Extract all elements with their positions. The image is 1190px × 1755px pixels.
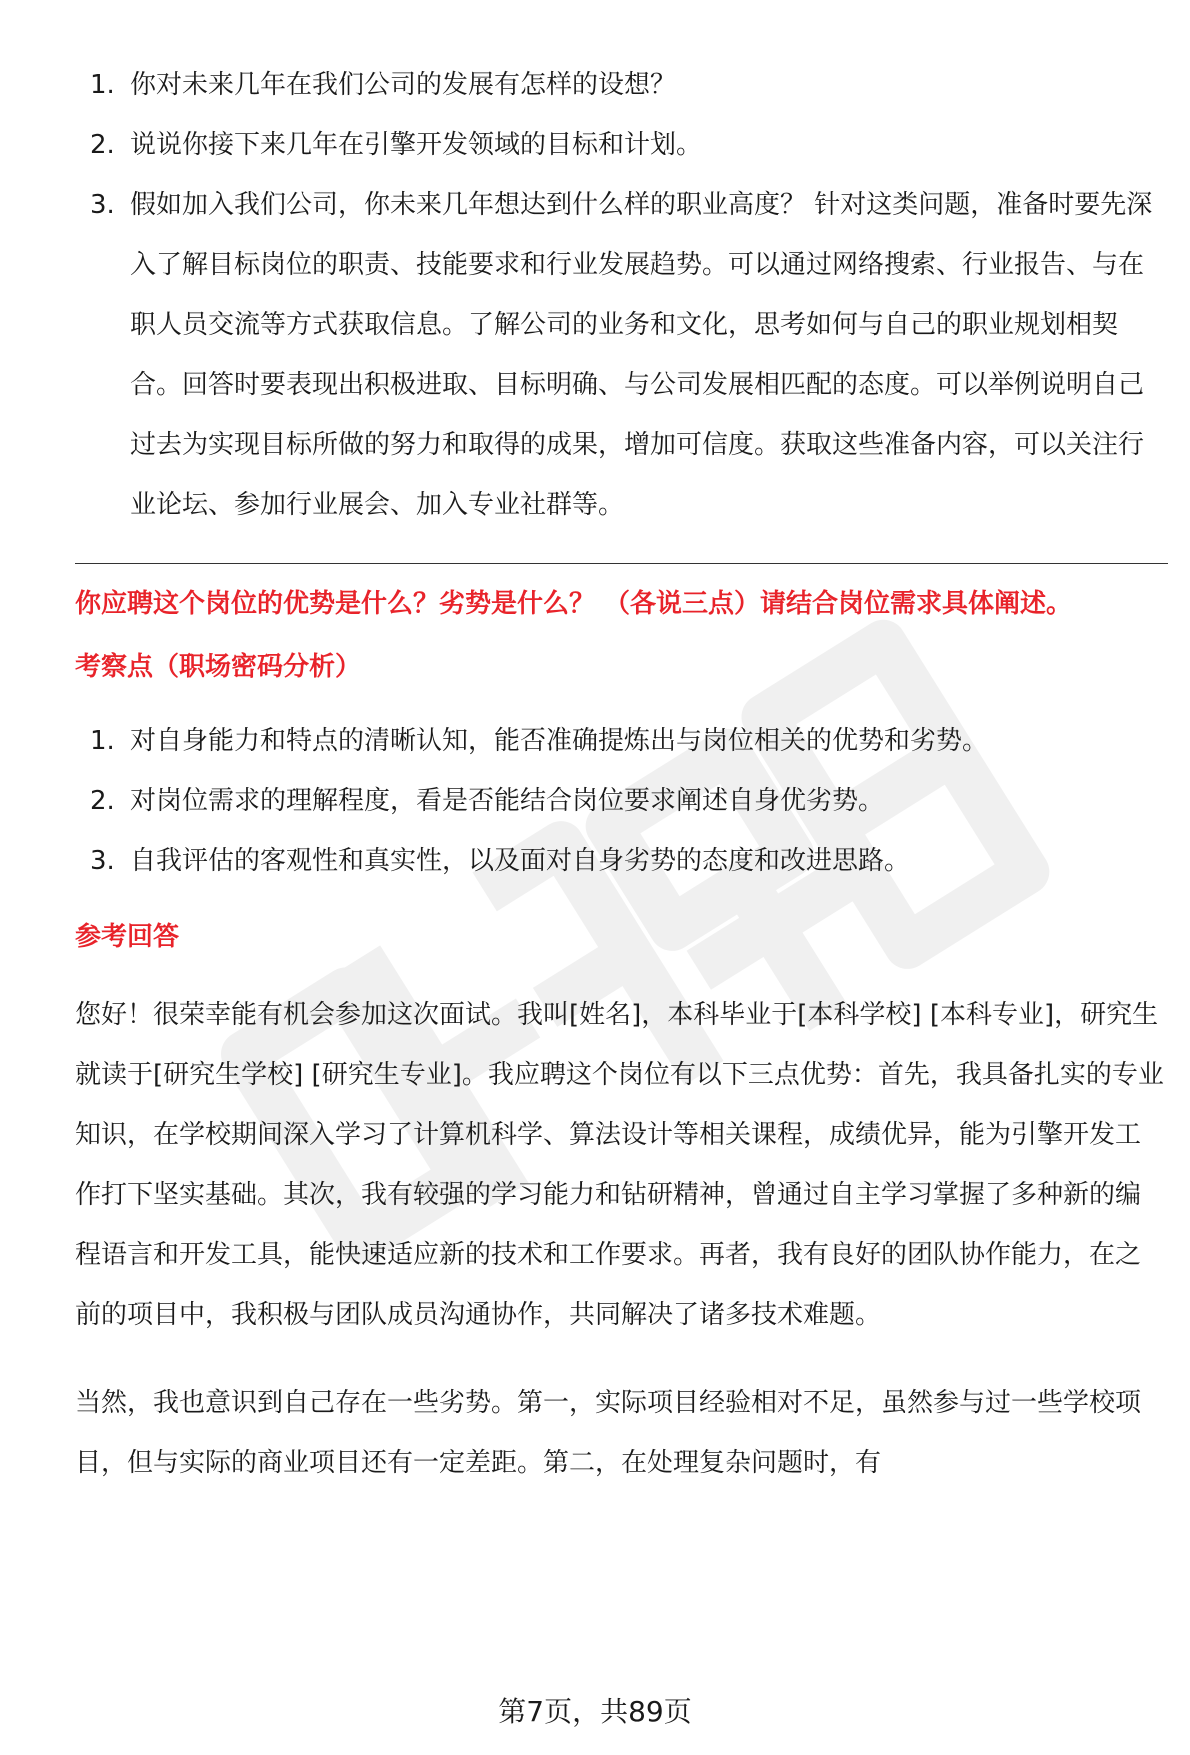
list-item [75,115,1165,175]
list-item [75,831,1165,891]
list-number: 3. [90,190,115,220]
list-number: 3. [90,846,115,876]
list-text: 你对未来几年在我们公司的发展有怎样的设想？ [130,70,677,100]
list-text: 说说你接下来几年在引擎开发领域的目标和计划。 [130,130,703,160]
list-text: 对自身能力和特点的清晰认知，能否准确提炼出与岗位相关的优势和劣势。 [130,726,989,756]
exam-points-heading: 考察点（职场密码分析） [75,652,362,682]
answer-paragraph: 您好！很荣幸能有机会参加这次面试。我叫[姓名]，本科毕业于[本科学校] [本科专业]，研究生就读于[研究生学校] [研究生专业]。我应聘这个岗位有以下三点优势：首先，我具备扎实的专业知识，在学校期间深入学习了计算机科学、算法设计等相关课程，成绩优异，能为引擎开发工作打下坚实基础。其次，我有较强的学习能力和钻研精神，曾通过自主学习掌握了多种新的编程语言和开发工具，能快速适应新的技术和工作要求。再者，我有良好的团队协作能力，在之前的项目中，我积极与团队成员沟通协作，共同解决了诸多技术难题。 [75,1000,1164,1330]
page-number-footer: 第7页，共89页 [498,1695,692,1728]
list-number: 1. [90,726,115,756]
list-item [75,771,1165,831]
document-content [75,55,1165,1493]
list-text: 自我评估的客观性和真实性，以及面对自身劣势的态度和改进思路。 [130,846,911,876]
list-item [75,55,1165,115]
list-text: 对岗位需求的理解程度，看是否能结合岗位要求阐述自身优劣势。 [130,786,885,816]
list-item [75,175,1165,535]
list-number: 2. [90,130,115,160]
list-number: 1. [90,70,115,100]
answer-paragraph: 当然，我也意识到自己存在一些劣势。第一，实际项目经验相对不足，虽然参与过一些学校项目，但与实际的商业项目还有一定差距。第二，在处理复杂问题时，有 [75,1388,1142,1478]
section-divider [75,563,1168,564]
goals-question-list [75,55,1165,535]
exam-points-list [75,711,1165,891]
list-number: 2. [90,786,115,816]
question-heading: 你应聘这个岗位的优势是什么？劣势是什么？ （各说三点）请结合岗位需求具体阐述。 [75,589,1073,619]
answer-heading: 参考回答 [75,922,180,952]
list-item [75,711,1165,771]
list-text: 假如加入我们公司，你未来几年想达到什么样的职业高度？ 针对这类问题，准备时要先深入了解目标岗位的职责、技能要求和行业发展趋势。可以通过网络搜索、行业报告、与在职人员交流等方式获取信息。了解公司的业务和文化，思考如何与自己的职业规划相契合。回答时要表现出积极进取、目标明确、与公司发展相匹配的态度。可以举例说明自己过去为实现目标所做的努力和取得的成果，增加可信度。获取这些准备内容，可以关注行业论坛、参加行业展会、加入专业社群等。 [130,190,1153,520]
